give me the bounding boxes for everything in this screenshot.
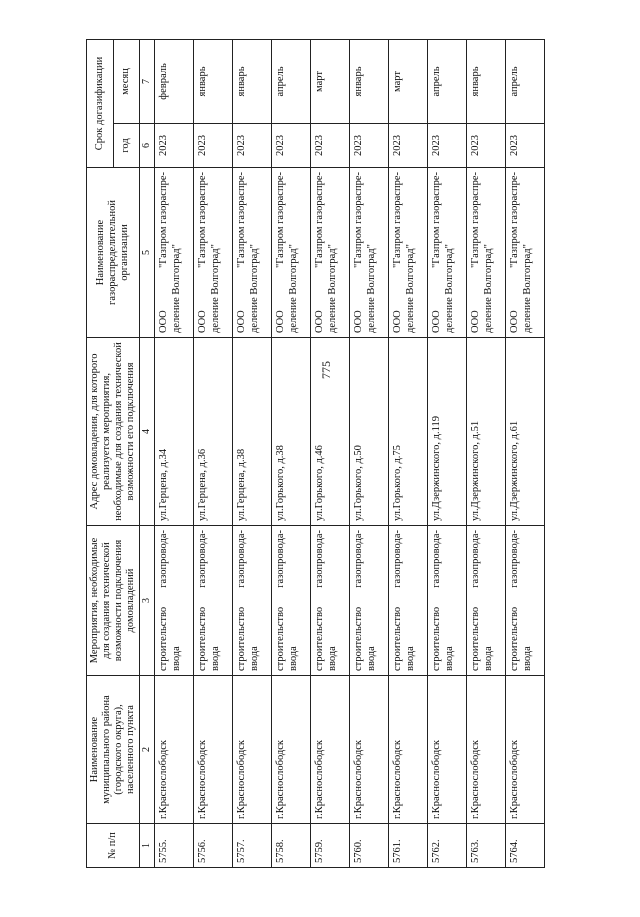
- row-address: ул.Герцена, д.36: [193, 338, 232, 526]
- measure-part: строительство: [196, 606, 208, 671]
- measure-part: строительство: [430, 606, 442, 671]
- header-term: Срок догазификации: [87, 39, 114, 167]
- row-address: ул.Горького, д.75: [388, 338, 427, 526]
- measure-part: строительство: [391, 606, 403, 671]
- measure-line: [508, 530, 522, 671]
- organization-line: [430, 172, 444, 333]
- measure-part: газопровода-: [274, 530, 286, 588]
- row-number: 5761.: [388, 824, 427, 868]
- column-number: 3: [140, 526, 155, 676]
- organization-part: деление Волгоград": [171, 244, 183, 333]
- organization-part: ООО: [313, 310, 325, 333]
- table-row: [154, 39, 193, 867]
- measure-part: газопровода-: [391, 530, 403, 588]
- row-address: ул.Герцена, д.34: [154, 338, 193, 526]
- row-number: 5764.: [505, 824, 544, 868]
- organization-line: [313, 172, 327, 333]
- table-row: [232, 39, 271, 867]
- row-year: 2023: [349, 124, 388, 168]
- measure-line: [196, 530, 210, 671]
- organization-part: "Газпром газораспре-: [352, 172, 364, 268]
- row-month: январь: [349, 39, 388, 123]
- organization-part: "Газпром газораспре-: [196, 172, 208, 268]
- organization-part: ООО: [391, 310, 403, 333]
- row-measure: [505, 526, 544, 676]
- header-year: год: [113, 124, 140, 168]
- organization-line: [469, 172, 483, 333]
- row-year: 2023: [232, 124, 271, 168]
- row-measure: [466, 526, 505, 676]
- organization-line: [508, 172, 522, 333]
- gasification-table: [86, 39, 545, 868]
- row-number: 5762.: [427, 824, 466, 868]
- organization-part: "Газпром газораспре-: [313, 172, 325, 268]
- organization-part: "Газпром газораспре-: [274, 172, 286, 268]
- organization-line: [196, 172, 210, 333]
- row-settlement: г.Краснослободск: [505, 676, 544, 824]
- organization-part: "Газпром газораспре-: [157, 172, 169, 268]
- row-number: 5755.: [154, 824, 193, 868]
- row-month: апрель: [427, 39, 466, 123]
- row-settlement: г.Краснослободск: [388, 676, 427, 824]
- row-measure: [349, 526, 388, 676]
- row-month: апрель: [271, 39, 310, 123]
- table-row: [466, 39, 505, 867]
- row-measure: [193, 526, 232, 676]
- measure-part: строительство: [157, 606, 169, 671]
- column-number: 6: [140, 124, 155, 168]
- organization-part: деление Волгоград": [405, 244, 417, 333]
- row-year: 2023: [505, 124, 544, 168]
- organization-part: "Газпром газораспре-: [430, 172, 442, 268]
- row-organization: [466, 168, 505, 338]
- row-organization: [232, 168, 271, 338]
- table-row: [505, 39, 544, 867]
- organization-part: деление Волгоград": [522, 244, 534, 333]
- column-number: 7: [140, 39, 155, 123]
- organization-part: деление Волгоград": [444, 244, 456, 333]
- row-number: 5757.: [232, 824, 271, 868]
- organization-line: [352, 172, 366, 333]
- row-year: 2023: [154, 124, 193, 168]
- row-month: март: [310, 39, 349, 123]
- row-year: 2023: [427, 124, 466, 168]
- page-number: 775: [319, 361, 333, 379]
- row-year: 2023: [466, 124, 505, 168]
- measure-part: газопровода-: [235, 530, 247, 588]
- row-address: ул.Дзержинского, д.51: [466, 338, 505, 526]
- header-num: № п/п: [87, 824, 140, 868]
- row-settlement: г.Краснослободск: [466, 676, 505, 824]
- measure-part: строительство: [469, 606, 481, 671]
- row-organization: [388, 168, 427, 338]
- measure-part: газопровода-: [196, 530, 208, 588]
- table-row: [427, 39, 466, 867]
- measure-part: строительство: [352, 606, 364, 671]
- row-month: январь: [193, 39, 232, 123]
- row-number: 5760.: [349, 824, 388, 868]
- row-organization: [505, 168, 544, 338]
- organization-part: ООО: [508, 310, 520, 333]
- row-year: 2023: [388, 124, 427, 168]
- measure-line: [313, 530, 327, 671]
- table-row: [349, 39, 388, 867]
- row-organization: [271, 168, 310, 338]
- table-row: [388, 39, 427, 867]
- organization-part: ООО: [235, 310, 247, 333]
- row-address: ул.Горького, д.38: [271, 338, 310, 526]
- row-year: 2023: [310, 124, 349, 168]
- row-organization: [193, 168, 232, 338]
- row-address: ул.Горького, д.46: [310, 338, 349, 526]
- row-measure: [427, 526, 466, 676]
- measure-part: ввода: [288, 646, 300, 671]
- measure-part: ввода: [483, 646, 495, 671]
- organization-part: ООО: [352, 310, 364, 333]
- row-month: апрель: [505, 39, 544, 123]
- row-measure: [310, 526, 349, 676]
- row-year: 2023: [271, 124, 310, 168]
- table-body: [154, 39, 544, 867]
- measure-part: газопровода-: [157, 530, 169, 588]
- row-year: 2023: [193, 124, 232, 168]
- column-number: 1: [140, 824, 155, 868]
- measure-part: ввода: [171, 646, 183, 671]
- measure-part: строительство: [313, 606, 325, 671]
- organization-part: ООО: [469, 310, 481, 333]
- header-row: [87, 39, 114, 867]
- measure-line: [157, 530, 171, 671]
- table-row: [271, 39, 310, 867]
- row-month: январь: [232, 39, 271, 123]
- measure-line: [469, 530, 483, 671]
- organization-part: деление Волгоград": [366, 244, 378, 333]
- organization-part: "Газпром газораспре-: [508, 172, 520, 268]
- organization-line: [274, 172, 288, 333]
- row-settlement: г.Краснослободск: [271, 676, 310, 824]
- organization-part: деление Волгоград": [327, 244, 339, 333]
- organization-part: ООО: [196, 310, 208, 333]
- row-address: ул.Горького, д.50: [349, 338, 388, 526]
- measure-part: ввода: [366, 646, 378, 671]
- row-measure: [271, 526, 310, 676]
- row-month: январь: [466, 39, 505, 123]
- measure-part: ввода: [249, 646, 261, 671]
- row-settlement: г.Краснослободск: [310, 676, 349, 824]
- row-organization: [427, 168, 466, 338]
- row-number: 5759.: [310, 824, 349, 868]
- organization-part: деление Волгоград": [288, 244, 300, 333]
- row-organization: [154, 168, 193, 338]
- organization-part: деление Волгоград": [210, 244, 222, 333]
- row-month: февраль: [154, 39, 193, 123]
- organization-line: [157, 172, 171, 333]
- measure-part: строительство: [508, 606, 520, 671]
- header-organization: Наименование газораспределительной организации: [87, 168, 140, 338]
- organization-part: деление Волгоград": [483, 244, 495, 333]
- measure-part: газопровода-: [508, 530, 520, 588]
- row-measure: [154, 526, 193, 676]
- measure-part: газопровода-: [469, 530, 481, 588]
- row-settlement: г.Краснослободск: [349, 676, 388, 824]
- organization-part: ООО: [157, 310, 169, 333]
- organization-part: "Газпром газораспре-: [391, 172, 403, 268]
- measure-part: газопровода-: [352, 530, 364, 588]
- row-settlement: г.Краснослободск: [154, 676, 193, 824]
- organization-part: деление Волгоград": [249, 244, 261, 333]
- row-settlement: г.Краснослободск: [232, 676, 271, 824]
- organization-line: [391, 172, 405, 333]
- header-address: Адрес домовладения, для которого реализуется мероприятия, необходимые для создания технической возможности его подключения: [87, 338, 140, 526]
- measure-part: ввода: [405, 646, 417, 671]
- column-numbers-row: [140, 39, 155, 867]
- measure-part: ввода: [522, 646, 534, 671]
- row-measure: [388, 526, 427, 676]
- column-number: 5: [140, 168, 155, 338]
- measure-part: ввода: [327, 646, 339, 671]
- row-number: 5758.: [271, 824, 310, 868]
- measure-line: [235, 530, 249, 671]
- organization-part: "Газпром газораспре-: [235, 172, 247, 268]
- measure-part: ввода: [444, 646, 456, 671]
- row-address: ул.Дзержинского, д.119: [427, 338, 466, 526]
- organization-part: ООО: [430, 310, 442, 333]
- row-address: ул.Дзержинского, д.61: [505, 338, 544, 526]
- measure-part: газопровода-: [430, 530, 442, 588]
- row-number: 5763.: [466, 824, 505, 868]
- column-number: 4: [140, 338, 155, 526]
- measure-line: [430, 530, 444, 671]
- header-month: месяц: [113, 39, 140, 123]
- row-organization: [349, 168, 388, 338]
- row-measure: [232, 526, 271, 676]
- measure-part: строительство: [274, 606, 286, 671]
- rotated-page-content: [86, 40, 638, 868]
- row-organization: [310, 168, 349, 338]
- organization-line: [235, 172, 249, 333]
- column-number: 2: [140, 676, 155, 824]
- row-address: ул.Герцена, д.38: [232, 338, 271, 526]
- header-measure: Мероприятия, необходимые для создания технической возможности подключения домовладений: [87, 526, 140, 676]
- table-row: [193, 39, 232, 867]
- row-settlement: г.Краснослободск: [427, 676, 466, 824]
- measure-line: [274, 530, 288, 671]
- row-settlement: г.Краснослободск: [193, 676, 232, 824]
- row-month: март: [388, 39, 427, 123]
- organization-part: ООО: [274, 310, 286, 333]
- header-settlement: Наименование муниципального района (городского округа), населенного пункта: [87, 676, 140, 824]
- measure-part: строительство: [235, 606, 247, 671]
- table-row: [310, 39, 349, 867]
- measure-line: [391, 530, 405, 671]
- measure-part: газопровода-: [313, 530, 325, 588]
- row-number: 5756.: [193, 824, 232, 868]
- measure-part: ввода: [210, 646, 222, 671]
- organization-part: "Газпром газораспре-: [469, 172, 481, 268]
- measure-line: [352, 530, 366, 671]
